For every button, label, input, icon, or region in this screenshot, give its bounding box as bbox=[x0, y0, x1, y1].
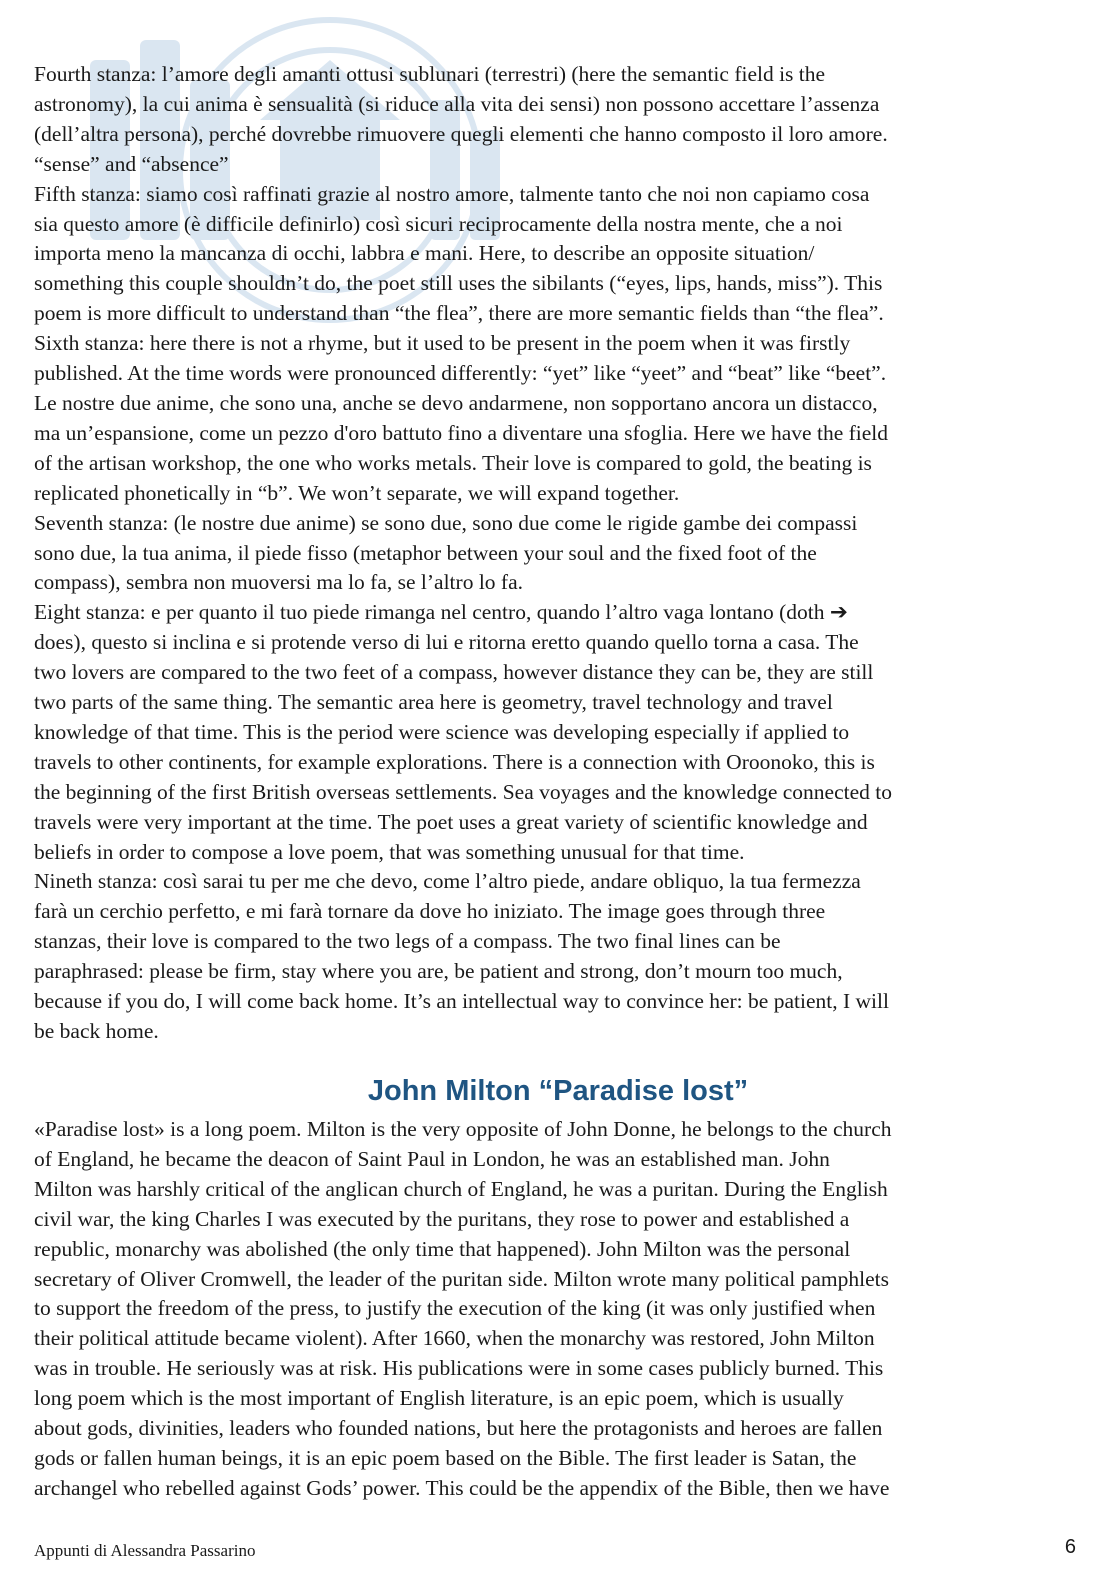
paragraph-sixth-stanza: Sixth stanza: here there is not a rhyme, but it used to be present in the poem when it was firstly published. At the time words were pronounced differently: “yet” like “yeet” and “beat” like “beet”. Le nostre due anime, che sono una, anche se devo andarmene, non sopportano ancora un distacco, ma un’espansione, come un pezzo d'oro battuto fino a diventare una sfoglia. Here we have the field of the artisan workshop, the one who works metals. Their love is compared to gold, the beating is replicated phonetically in “b”. We won’t separate, we will expand together. bbox=[34, 331, 889, 505]
paragraph-fifth-stanza: Fifth stanza: siamo così raffinati grazie al nostro amore, talmente tanto che noi non capiamo cosa sia questo amore (è difficile definirlo) così sicuri reciprocamente della nostra mente, che a noi importa meno la mancanza di occhi, labbra e mani. Here, to describe an opposite situation/ something this couple shouldn’t do, the poet still uses the sibilants (“eyes, lips, hands, miss”). This poem is more difficult to understand than “the flea”, there are more semantic fields than “the flea”. bbox=[34, 181, 884, 326]
footer-author: Appunti di Alessandra Passarino bbox=[34, 1541, 256, 1560]
paragraph-paradise-lost: «Paradise lost» is a long poem. Milton is the very opposite of John Donne, he belongs to the church of England, he became the deacon of Saint Paul in London, he was an established man. John Milton was harshly critical of the anglican church of England, he was a puritan. During the English civil war, the king Charles I was executed by the puritans, they rose to power and established a republic, monarchy was abolished (the only time that happened). John Milton was the personal secretary of Oliver Cromwell, the leader of the puritan side. Milton wrote many political pamphlets to support the freedom of the press, to justify the execution of the king (it was only justified when their political attitude became violent). After 1660, when the monarchy was restored, John Milton was in trouble. He seriously was at risk. His publications were in some cases publicly burned. This long poem which is the most important of English literature, is an epic poem, which is usually about gods, divinities, leaders who founded nations, but here the protagonists and heroes are fallen gods or fallen human beings, it is an epic poem based on the Bible. The first leader is Satan, the archangel who rebelled against Gods’ power. This could be the appendix of the Bible, then we have bbox=[34, 1117, 892, 1500]
section-title-milton: John Milton “Paradise lost” bbox=[367, 1075, 749, 1107]
paragraph-ninth-stanza: Nineth stanza: così sarai tu per me che devo, come l’altro piede, andare obliquo, la tua fermezza farà un cerchio perfetto, e mi farà tornare da dove ho iniziato. The image goes through three stanzas, their love is compared to the two legs of a compass. The two final lines can be paraphrased: please be firm, stay where you are, be patient and strong, don’t mourn too much, because if you do, I will come back home. It’s an intellectual way to convince her: be patient, I will be back home. bbox=[34, 869, 889, 1043]
paragraph-seventh-stanza: Seventh stanza: (le nostre due anime) se sono due, sono due come le rigide gambe dei compassi sono due, la tua anima, il piede fisso (metaphor between your soul and the fixed foot of the compass), sembra non muoversi ma lo fa, se l’altro lo fa. bbox=[34, 510, 858, 595]
milton-analysis-text bbox=[34, 1115, 1080, 1504]
page-number: 6 bbox=[1064, 1536, 1076, 1558]
paragraph-eighth-stanza: Eight stanza: e per quanto il tuo piede rimanga nel centro, quando l’altro vaga lontano (doth ➔ does), questo si inclina e si protende verso di lui e ritorna eretto quando quello torna a casa. The two lovers are compared to the two feet of a compass, however distance they can be, they are still two parts of the same thing. The semantic area here is geometry, travel technology and travel knowledge of that time. This is the period were science was developing especially if applied to travels to other continents, for example explorations. There is a connection with Oroonoko, this is the beginning of the first British overseas settlements. Sea voyages and the knowledge connected to travels were very important at the time. The poet uses a great variety of scientific knowledge and beliefs in order to compose a love poem, that was something unusual for that time. bbox=[34, 600, 892, 864]
donne-analysis-text bbox=[34, 60, 1080, 1047]
paragraph-fourth-stanza: Fourth stanza: l’amore degli amanti ottusi sublunari (terrestri) (here the semantic field is the astronomy), la cui anima è sensualità (si riduce alla vita dei sensi) non possono accettare l’assenza (dell’altra persona), perché dovrebbe rimuovere quegli elementi che hanno composto il loro amore. “sense” and “absence” bbox=[34, 62, 888, 176]
